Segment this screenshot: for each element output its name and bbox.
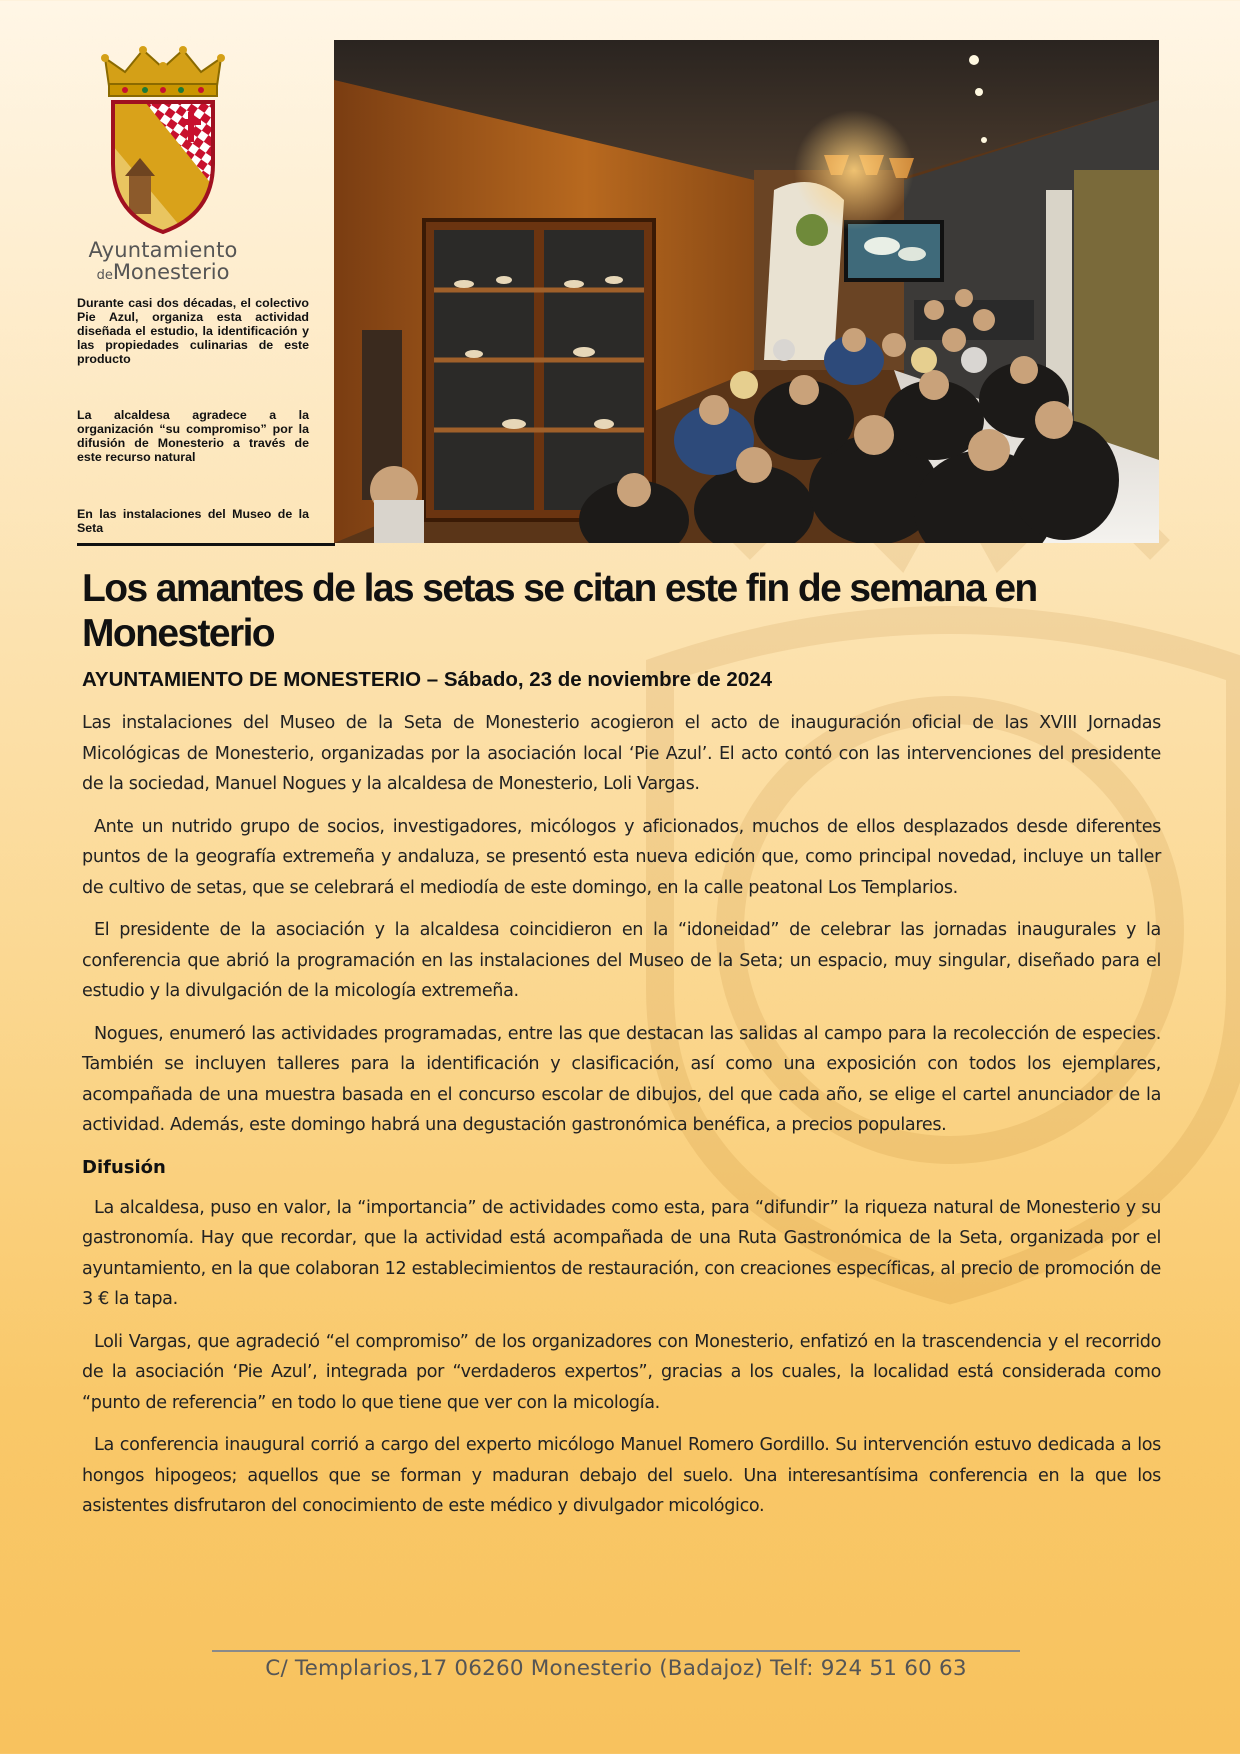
- article-paragraph-1: Las instalaciones del Museo de la Seta de Monesterio acogieron el acto de inauguración oficial de las XVIII Jornadas Micológicas de Monesterio, organizadas por la asociación local ‘Pie Azul’. El acto contó con las intervenciones del presidente de la sociedad, Manuel Nogues y la alcaldesa de Monesterio, Loli Vargas.: [82, 713, 1161, 794]
- article-paragraph-2: Ante un nutrido grupo de socios, investigadores, micólogos y aficionados, muchos de ellos desplazados desde diferentes puntos de la geografía extremeña y andaluza, se presentó esta nueva edición que, como principal novedad, incluye un taller de cultivo de setas, que se celebrará el mediodía de este domingo, en la calle peatonal Los Templarios.: [82, 816, 1161, 898]
- logo-text-ayuntamiento: Ayuntamiento: [88, 238, 238, 262]
- sidebar-highlight-3: En las instalaciones del Museo de la Seta: [77, 507, 309, 535]
- article-paragraph-5: La alcaldesa, puso en valor, la “importancia” de actividades como esta, para “difundir” la riqueza natural de Monesterio y su gastronomía. Hay que recordar, que la actividad está acompañada de una Ruta Gastronómica de la Seta, organizada por el ayuntamiento, en la que colaboran 12 establecimientos de restauración, con creaciones específicas, al precio de promoción de 3 € la tapa.: [82, 1197, 1161, 1309]
- article-paragraph-7: La conferencia inaugural corrió a cargo del experto micólogo Manuel Romero Gordillo. Su intervención estuvo dedicada a los hongos hipogeos; aquellos que se forman y maduran debajo del suelo. Una interesantísima conferencia en la que los asistentes disfrutaron del conocimiento de este médico y divulgador micológico.: [82, 1435, 1161, 1516]
- article-paragraph-4: Nogues, enumeró las actividades programadas, entre las que destacan las salidas al campo para la recolección de especies. También se incluyen talleres para la identificación y clasificación, así como una exposición con todos los ejemplares, acompañada de una muestra basada en el concurso escolar de dibujos, del que cada año, se elige el cartel anunciador de la actividad. Además, este domingo habrá una degustación gastronómica benéfica, a precios populares.: [82, 1023, 1161, 1135]
- footer-divider: [212, 1650, 1020, 1652]
- article-headline: Los amantes de las setas se citan este fin de semana en Monesterio: [82, 567, 1037, 655]
- article-paragraph-6: Loli Vargas, que agradeció “el compromiso” de los organizadores con Monesterio, enfatizó en la trascendencia y el recorrido de la asociación ‘Pie Azul’, integrada por “verdaderos expertos”, gracias a los cuales, la localidad está considerada como “punto de referencia” en todo lo que tiene que ver con la micología.: [82, 1331, 1161, 1413]
- crown-icon: [101, 46, 225, 96]
- article-byline: AYUNTAMIENTO DE MONESTERIO – Sábado, 23 de noviembre de 2024: [82, 668, 772, 691]
- article-body: [82, 708, 1161, 1534]
- article-subheading: Difusión: [82, 1156, 166, 1178]
- footer-address: C/ Templarios,17 06260 Monesterio (Badajoz) Telf: 924 51 60 63: [265, 1656, 967, 1681]
- article-paragraph-3: El presidente de la asociación y la alcaldesa coincidieron en la “idoneidad” de celebrar las jornadas inaugurales y la conferencia que abrió la programación en las instalaciones del Museo de la Seta; un espacio, muy singular, diseñado para el estudio y la divulgación de la micología extremeña.: [82, 920, 1161, 1001]
- sidebar-highlight-1: Durante casi dos décadas, el colectivo Pie Azul, organiza esta actividad diseñada el estudio, la identificación y las propiedades culinarias de este producto: [77, 296, 309, 366]
- sidebar-highlight-2: La alcaldesa agradece a la organización “su compromiso” por la difusión de Monesterio a través de este recurso natural: [77, 408, 309, 464]
- museum-conference-photo: [334, 40, 1159, 543]
- logo-text-monesterio: deMonesterio: [96, 260, 230, 284]
- coat-of-arms-icon: [95, 46, 231, 236]
- ayuntamiento-logo: [88, 46, 238, 286]
- sidebar-divider: [77, 543, 335, 546]
